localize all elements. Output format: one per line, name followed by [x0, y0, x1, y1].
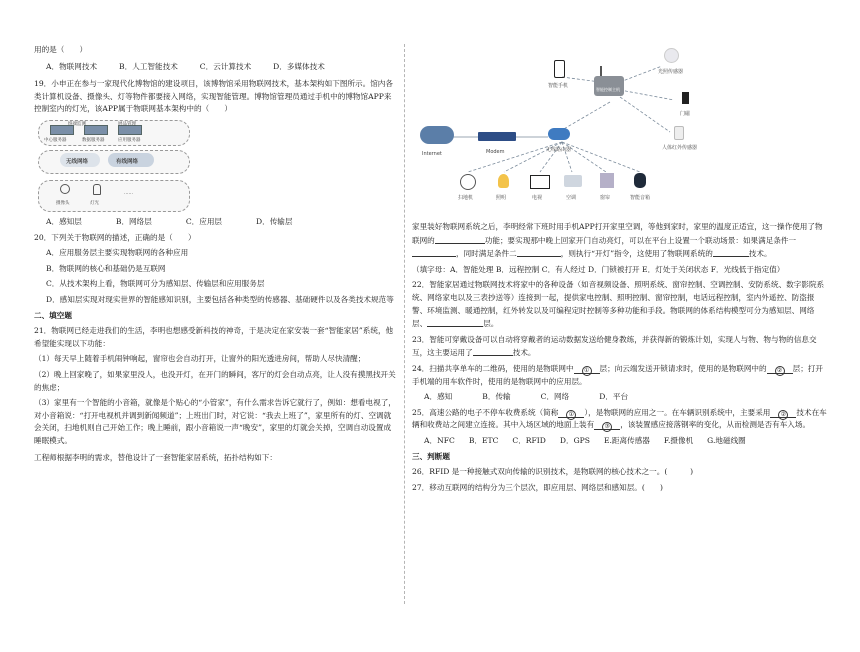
answer-blank[interactable] [427, 317, 483, 327]
q18-tail: 用的是（ ） [34, 45, 88, 54]
diagram-label-top-a: 终端监测 [68, 121, 86, 127]
q21-para-part-1: 家里装好物联网系统之后，李明经常下班时用手机APP打开家里空调，等他到家时，家里的温度正适宜，这一操作使用了物联网的 [412, 222, 823, 245]
answer-blank[interactable] [473, 346, 513, 356]
q18-options [34, 61, 398, 74]
q25-part-3: 技术在车辆和收费站之间建立连接。其中入场区域的地面上装有 [412, 407, 827, 430]
curtain-icon [600, 173, 614, 188]
air-conditioner-icon [564, 175, 582, 187]
q20-option-d[interactable]: D．感知层实现对现实世界的智能感知识别，主要包括各种类型的传感器、基础硬件以及各类技术规范等 [46, 294, 394, 304]
answer-blank[interactable] [594, 420, 620, 430]
diagram-label-top-c: 中心服务器 [44, 137, 67, 143]
q24-option-b[interactable]: B．传输 [482, 392, 511, 402]
q21-item-3: （3）家里有一个智能的小音箱，就像是个贴心的“小管家”，有什么需求告诉它就行了，例如：想看电视了，对小音箱说：“打开电视机并调到新闻频道”；上班出门时，对它说：“我去上班了”，家里所有的灯、空调就会关闭，扫地机则自己开始工作；晚上睡前，跟小音箱说一声“晚安”，家里的灯就会关掉，空调自动设置成睡眠模式。 [34, 398, 396, 445]
diagram-label-light: 灯光 [90, 200, 99, 206]
q24-part-1: 24．扫描共享单车的二维码，使用的是物联网中 [412, 363, 574, 373]
answer-blank[interactable] [435, 234, 485, 244]
label-light-sensor: 光照传感器 [658, 69, 684, 75]
q25-part-4: ，该装置感应接落钢率的变化，从而检测是否有车入场。 [620, 420, 811, 430]
q19-option-a[interactable]: A．感知层 [46, 216, 82, 226]
q21-item-1: （1）每天早上随着手机闹钟响起，窗帘也会自动打开，让窗外的阳光透进房间，帮助人尽快清醒； [34, 354, 366, 364]
q25-part-1: 25．高速公路的电子不停车收费系统（简称 [412, 407, 559, 417]
q25-text [412, 407, 828, 432]
blank-number: ② [775, 366, 785, 376]
camera-icon [60, 184, 70, 194]
robot-vacuum-icon [460, 174, 476, 190]
q21-para-part-5: 技术。 [748, 249, 772, 259]
blank-number: ① [582, 366, 592, 376]
q20-option-b[interactable]: B．物联网的核心和基础仍是互联网 [46, 263, 166, 273]
q20-option-c[interactable]: C．从技术架构上看，物联网可分为感知层、传输层和应用服务层 [46, 279, 265, 289]
router-icon [548, 128, 570, 140]
q21-para-part-2: 功能；要实现那中晚上回家开门自动亮灯，可以在平台上设置一个联动场景：如果满足条件一 [484, 235, 797, 245]
label-router: 无线路由器 [546, 147, 572, 153]
q19-options [34, 216, 398, 229]
diagram-label-wired: 有线网络 [116, 158, 139, 165]
q23-tail: 技术。 [512, 348, 536, 358]
q24-options [412, 391, 828, 404]
fill-hint: （填字母：A．智能处理 B．远程控制 C．有人经过 D．门锁被打开 E．灯处于关闭状态 F．光线低于指定值） [412, 264, 785, 274]
diagram-label-top-e: 应用服务器 [118, 137, 141, 143]
q23-body: 23．智能可穿戴设备可以自动将穿戴者的运动数据发送给健身教练，并获得新的锻炼计划，实现人与物、物与物的信息交互，这主要运用了 [412, 334, 817, 358]
answer-blank[interactable] [770, 408, 796, 418]
blank-number: ① [566, 410, 576, 420]
label-door-sensor: 门磁 [680, 111, 691, 117]
q22-tail: 层。 [483, 319, 499, 329]
label-internet: Internet [422, 151, 442, 157]
cloud-icon [420, 126, 454, 144]
q24-option-c[interactable]: C．网络 [540, 392, 570, 402]
q25-option-g[interactable]: G.地磁线圈 [707, 435, 746, 445]
q25-option-f[interactable]: F.摄像机 [663, 435, 694, 445]
label-speaker: 智能音箱 [630, 195, 651, 201]
server-icon [84, 125, 108, 135]
q18-option-d[interactable]: D．多媒体技术 [273, 61, 325, 71]
q18-option-b[interactable]: B．人工智能技术 [119, 61, 178, 71]
q22-text [412, 279, 828, 330]
q21-para-part-4: ，则执行“开灯”指令，这使用了物联网系统的 [560, 249, 713, 259]
q19-option-c[interactable]: C．应用层 [185, 216, 223, 226]
topology-lines [412, 42, 828, 222]
q24-text [412, 363, 828, 388]
q21-text: 21．物联网已经走进我们的生活，李明也想感受新科技的神奇，于是决定在家安装一套“智能家居”系统，他希望能实现以下功能： [34, 326, 394, 348]
q24-option-d[interactable]: D．平台 [599, 392, 629, 402]
label-gateway: 智能控制主机 [596, 87, 620, 92]
diagram-label-top-b: 展品管理 [118, 121, 136, 127]
antenna-icon [600, 66, 602, 76]
right-text-block [412, 221, 828, 494]
section-true-false: 三、判断题 [412, 451, 450, 461]
smart-home-topology [412, 42, 828, 222]
q25-option-c[interactable]: C．RFID [512, 435, 546, 445]
answer-blank[interactable] [767, 364, 793, 374]
blank-number: ② [778, 410, 788, 420]
label-phone: 智能手机 [548, 83, 569, 89]
answer-blank[interactable] [713, 247, 749, 257]
q22-body: 22．智能家居通过物联网技术将家中的各种设备（如音视频设备、照明系统、窗帘控制、空调控制、安防系统、数字影院系统、网络家电以及三表抄送等）连接到一起，提供家电控制、照明控制、窗帘控制，电话远程控制，室内外遥控、防盗报警、环境监测、暖通控制，红外转发以及可编程定时控制等多种功能和手段。物联网的体系结构模型可分为感知层、网络层、 [412, 280, 825, 329]
answer-blank[interactable] [558, 408, 584, 418]
q25-options [412, 435, 828, 448]
q27-text: 27．移动互联网的结构分为三个层次，即应用层、网络层和感知层。( ) [412, 482, 663, 492]
q24-option-a[interactable]: A．感知 [424, 392, 453, 402]
blank-number: ③ [602, 422, 612, 432]
section-fill-blank: 二、填空题 [34, 310, 72, 320]
pir-sensor-icon [674, 126, 684, 140]
answer-blank[interactable] [412, 247, 456, 257]
light-bulb-icon [93, 184, 101, 195]
diagram-label-camera: 摄像头 [56, 200, 70, 206]
q19-text: 19．小申正在参与一家现代化博物馆的建设项目，该博物馆采用物联网技术，基本架构如下图所示。馆内各类计算机设备、摄像头、灯等物件都要接入网络，实现智能管理。博物馆管理员通过手机中的博物馆APP来控制室内的灯光，该APP属于物联网基本架构中的（ ） [34, 79, 393, 114]
q23-text [412, 334, 828, 360]
answer-blank[interactable] [517, 247, 561, 257]
q24-part-3: 层；打开手机端的用车软件时，使用的是物联网中的应用层。 [412, 363, 823, 386]
q20-options [34, 247, 398, 306]
light-sensor-icon [664, 48, 679, 63]
column-divider [404, 44, 405, 604]
q21-item-2: （2）晚上回家晚了，如果家里没人，也没开灯，在开门的瞬间，客厅的灯会自动点亮，让人没有摸黑找开关的焦虑； [34, 369, 396, 392]
diagram-label-more: …… [124, 190, 133, 196]
label-modem: Modem [486, 149, 505, 155]
light-bulb-icon [498, 174, 509, 188]
label-curtain: 窗帘 [600, 195, 611, 201]
q25-option-e[interactable]: E.距离传感器 [603, 435, 650, 445]
smart-speaker-icon [634, 173, 646, 188]
q25-option-b[interactable]: B．ETC [468, 435, 499, 445]
q25-part-2: ），是物联网的应用之一。在车辆识别系统中，主要采用 [584, 407, 771, 417]
q25-option-a[interactable]: A．NFC [424, 435, 455, 445]
label-pir-sensor: 人体红外传感器 [662, 145, 698, 151]
q20-text: 20．下列关于物联网的描述，正确的是（ ） [34, 232, 196, 242]
door-sensor-icon [682, 92, 689, 104]
tv-icon [530, 175, 550, 189]
q21-paragraph [412, 221, 828, 261]
q19-option-b[interactable]: B．网络层 [115, 216, 152, 226]
label-lighting: 照明 [496, 195, 507, 201]
diagram-label-top-d: 数据服务器 [82, 137, 105, 143]
answer-blank[interactable] [574, 364, 600, 374]
right-column [412, 0, 828, 608]
q18-option-c[interactable]: C．云计算技术 [199, 61, 252, 71]
label-vacuum: 扫地机 [458, 195, 474, 201]
q24-part-2: 层；向云端发送开锁请求时，使用的是物联网中的 [599, 363, 767, 373]
label-ac: 空调 [566, 195, 577, 201]
q21-para-part-3: ，同时满足条件二 [456, 249, 517, 259]
modem-icon [478, 132, 516, 141]
label-tv: 电视 [532, 195, 543, 201]
smartphone-icon [554, 60, 565, 78]
q26-text: 26．RFID 是一种接触式双向传输的识别技术，是物联网的核心技术之一。( ) [412, 467, 694, 477]
q20-option-a[interactable]: A．应用服务层主要实现物联网的各种应用 [46, 248, 189, 258]
left-column [34, 44, 398, 652]
museum-iot-diagram [38, 120, 198, 212]
q19-option-d[interactable]: D．传输层 [256, 216, 293, 226]
q18-option-a[interactable]: A．物联网技术 [46, 61, 98, 71]
diagram-label-wireless: 无线网络 [66, 158, 89, 165]
q25-option-d[interactable]: D．GPS [559, 435, 590, 445]
q21-tail: 工程师根据李明的需求，替他设计了一套智能家居系统，拓扑结构如下： [34, 453, 277, 463]
